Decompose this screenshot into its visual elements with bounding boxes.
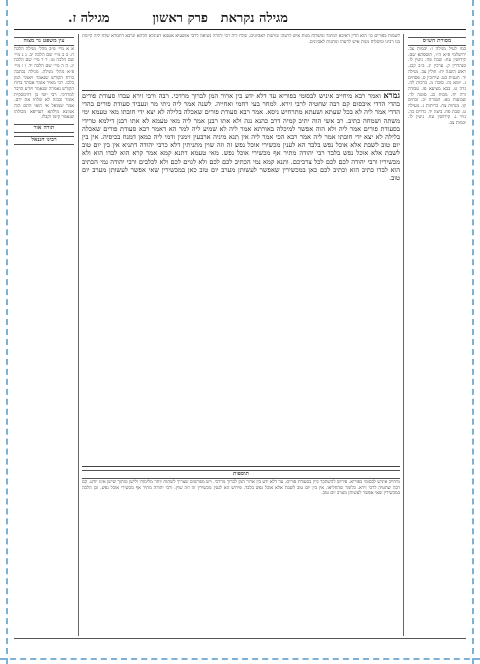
main-bottom-commentary: [82, 466, 400, 636]
main-bottom-text: מיחייב איניש לבסומי בפוריא. פירוש להשתכר ביין בסעודת פורים. עד דלא ידע בין ארור המן לברוך מרדכי. ויש מפרשים שצריך לשתות יותר מלימודו ולישן ומתוך שישן אינו יודע. קם רבה שחטיה לרבי זירא. כלומר שהחליאו. אין בין יום טוב לשבת אלא אוכל נפש בלבד. פירוש הא לענין מכשירין זה וזה שוין. ורבי יהודה מתיר אף מכשירי אוכל נפש. וכן הלכה במכשירין שאי אפשר לעשותן מערב יום טוב.: [82, 480, 400, 497]
footer-rule: [14, 638, 466, 639]
margin-right-text: כמו לעיל מגילה ו: יבמות צב. ירושלמי פ״א ה״ו, תוספתא שם. קידושין עח: שבת פח. גיטין לו. סנהדרין ק. ערכין יג. ב״ב קכג. ראש השנה יח: חולין צב. מגילה יד. תענית כט. עירובין ס. פסחים נ. יומא מז. סוכה מ. ברכות לה. נדה ט. בבא מציעא פו. עבודה זרה יח. מכות כג. סוטה לד. שבועות מא. תמורה יב. זבחים קו. מנחות צח. כריתות ג. מעילה ט. שבת פח. ביצה יד. נדרים כה. נזיר ג. קידושין עח. גיטין לו. יבמות צב.: [408, 47, 466, 127]
header-title-right: מגילה נקראת: [220, 11, 288, 26]
margin-column-right: [408, 34, 466, 634]
margin-left-heading-top: עין משפט נר מצוה: [14, 37, 74, 46]
main-top-text: לשמוח בפורים כו׳ הוא הדין דאיכא למימר ומשלוח מנות איש לרעהו ומתנות לאביונים. שלח ליה רבי יהודה נשיאה לרבי אושעיא אטמא דעיגלא תלתא וגרבא דחמרא שלח ליה קיימת בנו רבינו ומשלוח מנות איש לרעהו ומתנות לאביונים.: [82, 34, 400, 45]
header-title-left: מגילה ז.: [68, 11, 110, 26]
main-top-commentary: [82, 34, 400, 86]
margin-left-heading-mid: תורה אור: [14, 124, 74, 133]
talmud-page: [14, 6, 466, 646]
margin-left-text: א א מיי׳ פ״ב מהל׳ מגילה הלכה ח. ב ב מיי׳ שם הלכה יב. ג ג מיי׳ שם הלכה טו. ד ד מיי׳ שם הלכה יג. ה ה מיי׳ שם הלכה יד. ו ו מיי׳ פ״א מהל׳ מגילה. מגילה נכתבה ברוח הקודש שנאמר ויאמר המן בלבו. רבי מאיר אומר אסתר ברוח הקודש נאמרה שנאמר ויודע הדבר למרדכי. רבי יוסי בן דורמסקית אומר ובבזה לא שלחו את ידם. אמר שמואל אי הואי התם הוה אמינא מילתא דעדיפא מכולהו שנאמר קימו וקבלו.: [14, 47, 74, 121]
header-title-center: פרק ראשון: [152, 11, 208, 26]
column-divider-right: [403, 34, 404, 636]
main-talmud-text: [82, 90, 400, 462]
margin-column-left: [14, 34, 74, 634]
margin-right-heading: מסורת הש״ס: [408, 37, 466, 46]
page-header: [14, 8, 466, 30]
main-bottom-heading: תוספות: [82, 470, 400, 479]
right-dashed-border: [472, 0, 474, 664]
column-divider-left: [78, 34, 79, 636]
margin-left-heading-bottom: רבינו חננאל: [14, 136, 74, 145]
main-lead-word: גמרא: [383, 90, 400, 100]
main-body-text: ואמר רבא מיחייב איניש לבסומי בפוריא עד דלא ידע בין ארור המן לברוך מרדכי. רבה ורבי זירא עבדו סעודת פורים בהדי הדדי איבסום קם רבה שחטיה לרבי זירא. למחר בעי רחמי ואחייה. לשנה אמר ליה ניתי מר ונעביד סעודת פורים בהדי הדדי אמר ליה לא בכל שעתא ושעתא מתרחיש ניסא. אמר רבא סעודת פורים שאכלה בלילה לא יצא ידי חובתו מאי טעמא ימי משתה ושמחה כתיב. רב אשי הוה יתיב קמיה דרב כהנא נגה ולא אתו רבנן אמר ליה מאי טעמא לא אתו רבנן דילמא טרידי בסעודת פורים אמר ליה ולא הוה אפשר למיכלה באורתא אמר ליה לא שמיע ליה למר הא דאמר רבא סעודת פורים שאכלה בלילה לא יצא ידי חובתו אמר ליה אמר רבא הכי אמר ליה אין תנא מיניה ארבעין זימנין ודמי ליה כמאן דמנח בכיסיה. אין בין יום טוב לשבת אלא אוכל נפש בלבד הא לענין מכשירי אוכל נפש זה וזה שוין מתניתין דלא כרבי יהודה דתניא אין בין יום טוב לשבת אלא אוכל נפש בלבד רבי יהודה מתיר אף מכשירי אוכל נפש. מאי טעמא דתנא קמא אמר קרא הוא לבדו הוא ולא מכשיריו ורבי יהודה לכם לכם לכל צרכיכם. ותנא קמא נמי הכתיב לכם לכם ולא לגוים לכם ולא לכלבים ורבי יהודה נמי הכתיב הוא לבדו כתיב הוא וכתיב לכם כאן במכשירין שאפשר לעשותן מערב יום טוב כאן במכשירין שאי אפשר לעשותן מערב יום טוב.: [82, 92, 400, 183]
left-dashed-border: [6, 0, 8, 664]
bottom-dashed-border: [0, 658, 480, 660]
